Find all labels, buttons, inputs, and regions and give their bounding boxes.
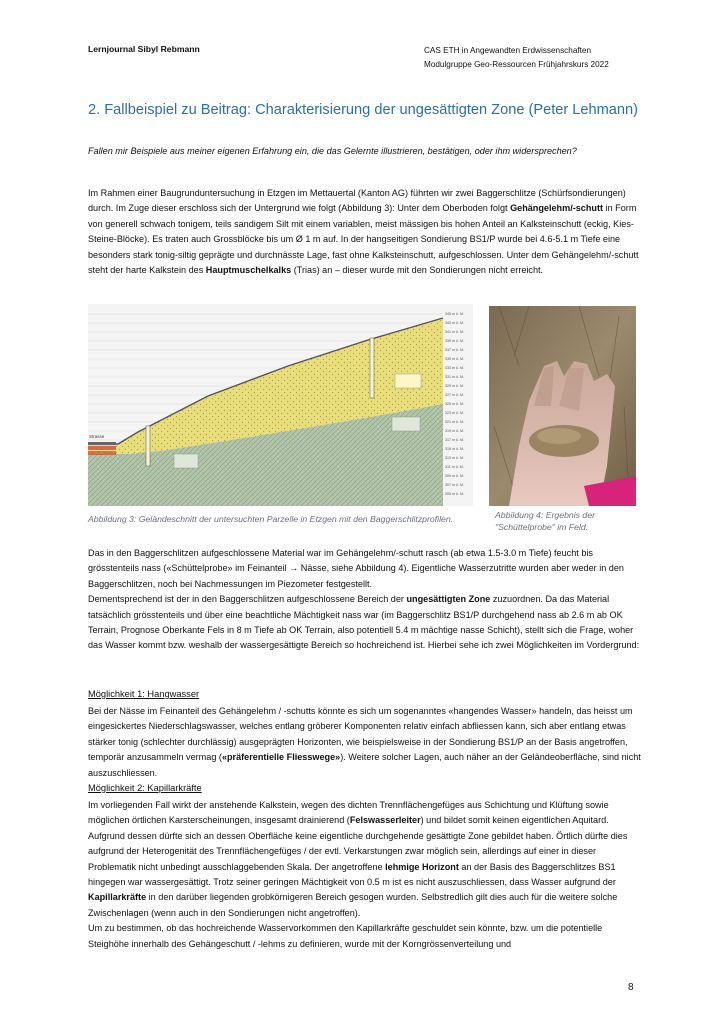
- elevation-tick: 329 m ü. M.: [445, 384, 464, 388]
- label-strasse: Strasse: [89, 434, 105, 439]
- text-run: ). Weitere solcher Lagen, auch näher an der Geländeoberfläche, sind nicht auszuschliessen.: [88, 752, 641, 778]
- elevation-tick: 317 m ü. M.: [445, 438, 464, 442]
- road-fill-layer: [88, 446, 116, 450]
- soil-sample-highlight: [537, 428, 581, 444]
- bold-term: Gehängelehm/-schutt: [510, 203, 604, 214]
- elevation-tick: 345 m ü. M.: [445, 312, 464, 316]
- text-run: Das in den Baggerschlitzen aufgeschlossene Material war im Gehängelehm/-schutt rasch (ab etwa 1.5-3.0 m Tiefe) feucht bis grösstenteils nass («Schüttelprobe» im Feinanteil → Nässe, siehe Abbildung 4). Eigentliche Wasserzutritte wurden aber weder in den Baggerschlitzen, noch bei Nachmessungen im Piezometer festgestellt.: [88, 548, 624, 589]
- bold-term: ungesättigten Zone: [406, 594, 491, 605]
- paragraph-observations: [88, 546, 644, 654]
- section-title: 2. Fallbeispiel zu Beitrag: Charakterisierung der ungesättigten Zone (Peter Lehmann): [88, 102, 639, 118]
- terrain-cross-section-figure: [88, 304, 473, 506]
- elevation-tick: 305 m ü. M.: [445, 492, 464, 496]
- text-run: Bei der Nässe im Feinanteil des Gehängelehm / -schutts könnte es sich um sogenanntes «hangendes Wasser» handeln, das heisst um eingesickertes Niederschlagswasser, welches entlang gröberer Komponenten relativ einfach abfliessen kann, sich aber entlang etwas stärker tonig (schlechter durchlässig) ausgeprägten Horizonten, wie beispielsweise in der Sondierung BS1/P an der Basis angetroffen, temporär anzusammeln vermag (: [88, 706, 633, 763]
- bold-term: Kapillarkräfte: [88, 892, 147, 903]
- elevation-tick: 337 m ü. M.: [445, 348, 464, 352]
- bold-term: «präferentielle Fliesswege»: [221, 752, 341, 763]
- elevation-tick: 321 m ü. M.: [445, 420, 464, 424]
- elevation-tick: 331 m ü. M.: [445, 375, 464, 379]
- elevation-tick: 313 m ü. M.: [445, 456, 464, 460]
- text-run: Im vorliegenden Fall wirkt der anstehende Kalkstein, wegen des dichten Trennflächengefüges aus Schichtung und Klüftung sowie möglichen örtlichen Karsterscheinungen, insgesamt drainierend (: [88, 800, 609, 826]
- text-run: (Trias) an – dieser wurde mit den Sondierungen nicht erreicht.: [291, 265, 544, 276]
- schuettelprobe-photo: [489, 306, 636, 506]
- text-run: in Form von generell schwach tonigem, teils sandigem Silt mit einem variablen, meist mässigen bis hohen Anteil an Kalksteinschutt (eckig, Kies-Steine-Blöcke). Es traten auch Grossblöcke bis um Ø 1 m auf. In der hangseitigen Sondierung BS1/P wurde bei 4.6-5.1 m Tiefe eine besonders stark tonig-siltig geprägte und durchnässte Lage, fast ohne Kalksteinschutt, aufgeschlossen. Unter dem Gehängelehm/-schutt steht der harte Kalkstein des: [88, 203, 639, 276]
- elevation-tick: 309 m ü. M.: [445, 474, 464, 478]
- annotation-box-left: [174, 454, 198, 468]
- elevation-axis: [445, 312, 464, 496]
- intro-question: Fallen mir Beispiele aus meiner eigenen Erfahrung ein, die das Gelernte illustrieren, bestätigen, oder ihm widersprechen?: [88, 146, 577, 156]
- elevation-tick: 335 m ü. M.: [445, 357, 464, 361]
- annotation-box-upper: [395, 374, 421, 388]
- trench-profile-bs1: [370, 338, 374, 398]
- text-run: in den darüber liegenden grobkörnigeren Bereich gesogen wurden. Selbstredlich gilt dies auch für die weitere solche Zwischenlagen (wenn auch in den Sondierungen nicht angetroffen).: [88, 892, 618, 918]
- road-fill-layer-lower: [88, 451, 116, 455]
- heading-moeglichkeit-1: Möglichkeit 1: Hangwasser: [88, 689, 200, 699]
- text-run: an der Basis des Baggerschlitzes BS1 hingegen war wassergesättigt. Trotz seiner geringen Mächtigkeit von 0.5 m ist es nicht auszuschliessen, dass Wasser aufgrund der: [88, 861, 616, 888]
- heading-moeglichkeit-2: Möglichkeit 2: Kapillarkräfte: [88, 783, 202, 793]
- elevation-tick: 339 m ü. M.: [445, 339, 464, 343]
- page-number: 8: [628, 982, 634, 993]
- text-run: Um zu bestimmen, ob das hochreichende Wasservorkommen den Kapillarkräfte geschuldet sein könnte, bzw. um die potentielle Steighöhe innerhalb des Gehängeschutt / -lehms zu definieren, wurde mit der Korngrössenverteilung und: [88, 923, 603, 949]
- bold-term: lehmige Horizont: [385, 861, 459, 872]
- elevation-tick: 319 m ü. M.: [445, 429, 464, 433]
- elevation-tick: 333 m ü. M.: [445, 366, 464, 370]
- elevation-tick: 327 m ü. M.: [445, 393, 464, 397]
- header-course-line1: CAS ETH in Angewandten Erdwissenschaften: [424, 46, 592, 55]
- paragraph-ground-description: [88, 186, 644, 278]
- text-run: ) und bildet somit keinen eigentlichen Aquitard. Aufgrund dessen dürfte sich an dessen Oberfläche keine eigentliche durchgehende gesättigte Zone gebildet haben. Örtlich dürfte dies aufgrund der Heterogenität des Trennflächengefüges / der evtl. Verkarstungen zwar möglich sein, allerdings auf einer in dieser Problematik nicht unbedingt ausschlaggebenden Skala. Der angetroffene: [88, 815, 628, 872]
- elevation-tick: 325 m ü. M.: [445, 402, 464, 406]
- elevation-tick: 323 m ü. M.: [445, 411, 464, 415]
- trench-profile-bs2: [146, 426, 150, 466]
- text-run: Im Rahmen einer Baugrunduntersuchung in Etzgen im Mettauertal (Kanton AG) führten wir zwei Baggerschlitze (Schürfsondierungen) durch. Im Zuge dieser erschloss sich der Untergrund wie folgt (Abbildung 3): Unter dem Oberboden folgt: [88, 188, 626, 214]
- header-course: [424, 44, 609, 72]
- text-run: Dementsprechend ist der in den Baggerschlitzen aufgeschlossene Bereich der: [88, 594, 407, 605]
- text-run: zuzuordnen. Da das Material tatsächlich grösstenteils und über eine beachtliche Mächtigkeit nass war (im Baggerschlitz BS1/P durchgehend nass ab 2.6 m ab OK Terrain, Prognose Oberkante Fels in 8 m Tiefe ab OK Terrain, also potentiell 5.4 m mächtige nasse Schicht), stellt sich die Frage, woher das Wasser kommt bzw. weshalb der wassergesättigte Bereich so hochreichend ist. Hierbei sehe ich zwei Möglichkeiten im Vordergrund:: [88, 594, 640, 651]
- paragraph-moeglichkeit-1: [88, 704, 644, 781]
- elevation-tick: 315 m ü. M.: [445, 447, 464, 451]
- header-course-line2: Modulgruppe Geo-Ressourcen Frühjahrskurs 2022: [424, 60, 609, 69]
- photo-svg: [489, 306, 636, 506]
- bold-term: Hauptmuschelkalks: [205, 265, 292, 276]
- paragraph-moeglichkeit-2: [88, 798, 644, 952]
- road-marker: [88, 442, 116, 445]
- figure3-caption: Abbildung 3: Geländeschnitt der untersuchten Parzelle in Etzgen mit den Baggerschlitzprofilen.: [88, 514, 454, 524]
- figure4-caption: Abbildung 4: Ergebnis der "Schüttelprobe" im Feld.: [495, 510, 595, 532]
- elevation-tick: 307 m ü. M.: [445, 483, 464, 487]
- bold-term: Felswasserleiter: [349, 815, 421, 826]
- elevation-tick: 341 m ü. M.: [445, 330, 464, 334]
- annotation-box-lower: [392, 417, 420, 431]
- header-author: Lernjournal Sibyl Rebmann: [88, 44, 200, 54]
- elevation-tick: 343 m ü. M.: [445, 321, 464, 325]
- cross-section-svg: [88, 304, 473, 506]
- elevation-tick: 311 m ü. M.: [445, 465, 464, 469]
